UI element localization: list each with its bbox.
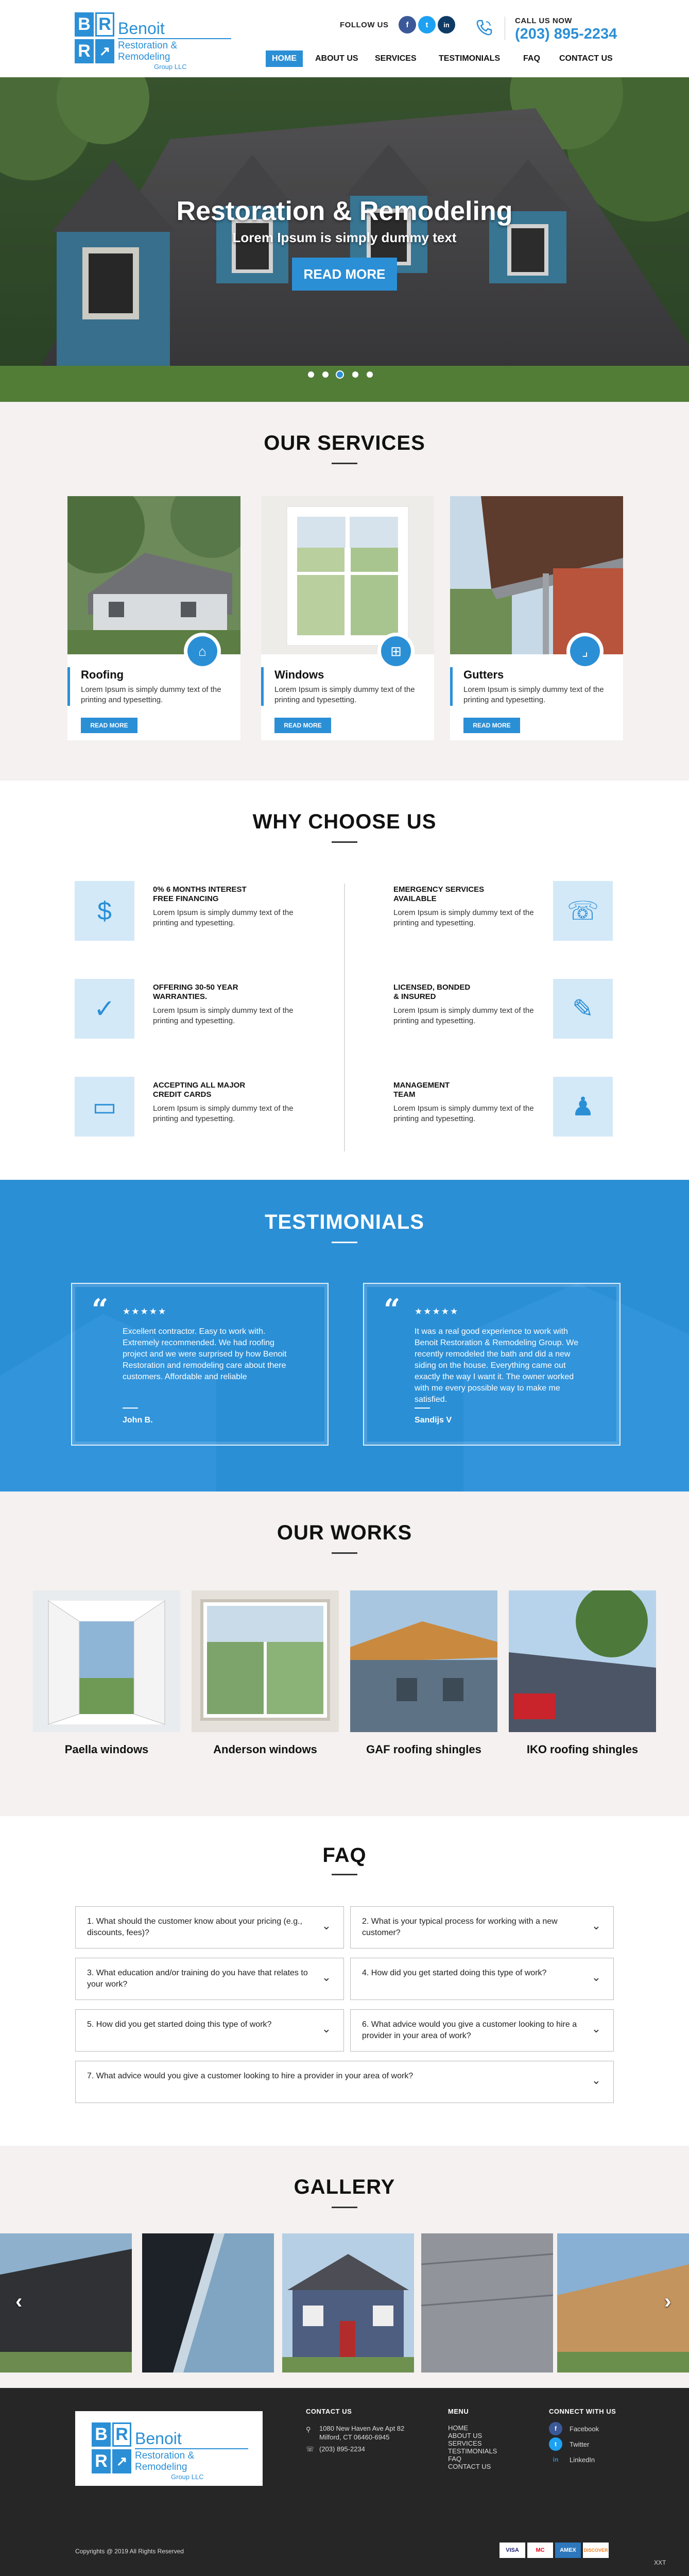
logo-text bbox=[118, 20, 231, 71]
logo-line2: Restoration & Remodeling bbox=[135, 2448, 248, 2473]
twitter-icon[interactable]: t bbox=[418, 16, 436, 33]
gallery-section bbox=[0, 2146, 689, 2388]
footer-menu-contact[interactable]: CONTACT US bbox=[448, 2463, 491, 2470]
faq-item[interactable] bbox=[350, 2009, 614, 2052]
work-label: IKO roofing shingles bbox=[526, 1743, 639, 1756]
linkedin-link[interactable]: LinkedIn bbox=[570, 2456, 595, 2464]
why-item-title: LICENSED, BONDED & INSURED bbox=[393, 983, 471, 1001]
windows-image bbox=[261, 496, 434, 654]
why-item-title: 0% 6 MONTHS INTEREST FREE FINANCING bbox=[153, 885, 247, 903]
twitter-link[interactable]: Twitter bbox=[570, 2441, 590, 2448]
service-accent-bar bbox=[261, 667, 264, 706]
testimonial-text: It was a real good experience to work with Benoit Restoration & Remodeling Group. We recently remodeled the bath and did a new siding on the house. Everything came out exactly the way I want it. The owner worked with me every possible way to make me satisfied. bbox=[415, 1327, 579, 1404]
service-card-roofing[interactable] bbox=[67, 496, 240, 740]
services-title-underline bbox=[332, 463, 357, 464]
footer-tag: XXT bbox=[654, 2559, 666, 2566]
team-icon: ♟ bbox=[553, 1077, 613, 1137]
service-text: Lorem Ipsum is simply dummy text of the printing and typesetting. bbox=[274, 685, 415, 704]
nav-contact[interactable]: CONTACT US bbox=[559, 54, 613, 63]
footer-menu-testimonials[interactable]: TESTIMONIALS bbox=[448, 2447, 497, 2455]
footer-phone[interactable]: (203) 895-2234 bbox=[319, 2445, 365, 2453]
twitter-icon[interactable]: t bbox=[549, 2437, 562, 2451]
work-image bbox=[509, 1590, 656, 1732]
faq-item[interactable] bbox=[350, 1906, 614, 1948]
testimonial-card bbox=[363, 1283, 621, 1446]
testimonial-card bbox=[71, 1283, 329, 1446]
rating-stars: ★★★★★ bbox=[415, 1307, 459, 1316]
facebook-icon[interactable]: f bbox=[549, 2422, 562, 2435]
logo-name: Benoit bbox=[118, 19, 165, 38]
chevron-down-icon[interactable]: ⌄ bbox=[591, 2074, 601, 2087]
slider-dot-3[interactable] bbox=[336, 370, 344, 379]
badge-icon: ✓ bbox=[75, 979, 134, 1039]
work-image bbox=[33, 1590, 180, 1732]
faq-item[interactable] bbox=[75, 1958, 344, 2000]
testimonial-author: Sandijs V bbox=[415, 1416, 452, 1425]
testimonial-divider bbox=[415, 1408, 430, 1409]
work-item[interactable] bbox=[509, 1590, 656, 1766]
service-read-more-button[interactable]: READ MORE bbox=[463, 718, 520, 733]
why-title-underline bbox=[332, 841, 357, 843]
footer-contact-heading: CONTACT US bbox=[306, 2408, 352, 2415]
slider-dot-2[interactable] bbox=[322, 371, 329, 378]
house-icon: ⌂ bbox=[187, 636, 217, 666]
gutter-icon: ⌟ bbox=[570, 636, 600, 666]
logo-line3: Group LLC bbox=[171, 2473, 204, 2481]
logo-line3: Group LLC bbox=[154, 63, 187, 71]
footer-connect-heading: CONNECT WITH US bbox=[549, 2408, 616, 2415]
logo-name: Benoit bbox=[135, 2429, 182, 2448]
logo-arrow-icon: ↗ bbox=[112, 2449, 131, 2473]
why-item-text: Lorem Ipsum is simply dummy text of the printing and typesetting. bbox=[393, 1006, 534, 1025]
hero-subtitle: Lorem Ipsum is simply dummy text bbox=[232, 230, 457, 245]
visa-icon: VISA bbox=[499, 2543, 525, 2558]
footer-menu-heading: MENU bbox=[448, 2408, 469, 2415]
why-item-text: Lorem Ipsum is simply dummy text of the printing and typesetting. bbox=[153, 1006, 294, 1025]
nav-home[interactable]: HOME bbox=[266, 50, 303, 67]
faq-section bbox=[0, 1816, 689, 2146]
footer-logo[interactable] bbox=[75, 2411, 263, 2486]
phone-number[interactable]: (203) 895-2234 bbox=[515, 26, 617, 42]
work-item[interactable] bbox=[33, 1590, 180, 1766]
service-text: Lorem Ipsum is simply dummy text of the printing and typesetting. bbox=[463, 685, 604, 704]
work-label: Anderson windows bbox=[213, 1743, 317, 1756]
money-hand-icon: $ bbox=[75, 881, 134, 941]
gallery-title: GALLERY bbox=[294, 2176, 395, 2198]
logo-arrow-icon: ↗ bbox=[95, 39, 114, 63]
testimonials-title-underline bbox=[332, 1242, 357, 1243]
amex-icon: AMEX bbox=[555, 2543, 581, 2558]
location-icon: ⚲ bbox=[306, 2426, 311, 2433]
hero-title: Restoration & Remodeling bbox=[176, 196, 513, 226]
service-text: Lorem Ipsum is simply dummy text of the printing and typesetting. bbox=[81, 685, 221, 704]
faq-question: 1. What should the customer know about your pricing (e.g., discounts, fees)? bbox=[87, 1917, 302, 1937]
faq-question: 2. What is your typical process for working with a new customer? bbox=[362, 1917, 558, 1937]
service-icon-wrap bbox=[566, 633, 604, 670]
follow-label: FOLLOW US bbox=[340, 21, 389, 29]
work-label: GAF roofing shingles bbox=[366, 1743, 481, 1756]
why-item bbox=[391, 1077, 628, 1139]
gallery-next-icon[interactable]: › bbox=[664, 2290, 671, 2313]
call-box bbox=[474, 13, 628, 44]
footer-menu-home[interactable]: HOME bbox=[448, 2424, 468, 2432]
linkedin-icon[interactable]: in bbox=[549, 2453, 562, 2466]
logo[interactable] bbox=[75, 12, 229, 71]
testimonials-title: TESTIMONIALS bbox=[265, 1211, 424, 1233]
site-footer bbox=[0, 2388, 689, 2576]
chevron-down-icon[interactable]: ⌄ bbox=[321, 1919, 331, 1932]
why-item-text: Lorem Ipsum is simply dummy text of the printing and typesetting. bbox=[153, 908, 294, 927]
gallery-image[interactable] bbox=[421, 2233, 553, 2372]
service-read-more-button[interactable]: READ MORE bbox=[81, 718, 137, 733]
gutters-image bbox=[450, 496, 623, 654]
chevron-down-icon[interactable]: ⌄ bbox=[321, 1971, 331, 1984]
nav-services[interactable]: SERVICES bbox=[375, 54, 417, 63]
footer-address: 1080 New Haven Ave Apt 82 Milford, CT 06460-6945 bbox=[319, 2425, 405, 2441]
slider-dot-5[interactable] bbox=[367, 371, 373, 378]
chevron-down-icon[interactable]: ⌄ bbox=[591, 2022, 601, 2035]
why-item-title: MANAGEMENT TEAM bbox=[393, 1081, 450, 1099]
service-accent-bar bbox=[450, 667, 453, 706]
facebook-icon[interactable]: f bbox=[399, 16, 416, 33]
service-read-more-button[interactable]: READ MORE bbox=[274, 718, 331, 733]
slider-dot-4[interactable] bbox=[352, 371, 358, 378]
services-section bbox=[0, 402, 689, 781]
nav-faq[interactable]: FAQ bbox=[523, 54, 540, 63]
works-title: OUR WORKS bbox=[277, 1521, 412, 1544]
service-title: Windows bbox=[274, 668, 324, 681]
works-section bbox=[0, 1492, 689, 1816]
testimonial-author: John B. bbox=[123, 1416, 153, 1425]
logo-line2: Restoration & Remodeling bbox=[118, 38, 231, 63]
footer-menu-services[interactable]: SERVICES bbox=[448, 2439, 482, 2447]
faq-title: FAQ bbox=[322, 1844, 367, 1867]
gallery-title-underline bbox=[332, 2207, 357, 2208]
logo-letter-r2: R bbox=[75, 39, 94, 63]
service-icon-wrap bbox=[184, 633, 221, 670]
footer-menu-faq[interactable]: FAQ bbox=[448, 2455, 462, 2463]
faq-item[interactable] bbox=[75, 1906, 344, 1948]
why-item bbox=[75, 1077, 312, 1139]
why-item bbox=[75, 881, 312, 943]
hero-slider bbox=[0, 77, 689, 402]
mastercard-icon: MC bbox=[527, 2543, 553, 2558]
why-divider bbox=[344, 884, 345, 1151]
gallery-image[interactable] bbox=[282, 2233, 414, 2372]
logo-letter-r: R bbox=[95, 12, 114, 37]
faq-item[interactable] bbox=[75, 2009, 344, 2052]
why-item-text: Lorem Ipsum is simply dummy text of the printing and typesetting. bbox=[393, 1104, 534, 1123]
service-title: Gutters bbox=[463, 668, 504, 681]
footer-menu-about[interactable]: ABOUT US bbox=[448, 2432, 483, 2439]
faq-question: 6. What advice would you give a customer looking to hire a provider in your area of work? bbox=[362, 2020, 577, 2040]
quote-icon: “ bbox=[384, 1293, 401, 1327]
nav-testimonials[interactable]: TESTIMONIALS bbox=[439, 54, 501, 63]
testimonials-section bbox=[0, 1180, 689, 1492]
document-icon: ✎ bbox=[553, 979, 613, 1039]
linkedin-icon[interactable]: in bbox=[438, 16, 455, 33]
why-item bbox=[391, 979, 628, 1041]
works-title-underline bbox=[332, 1552, 357, 1554]
service-card-gutters[interactable] bbox=[450, 496, 623, 740]
quote-icon: “ bbox=[92, 1293, 109, 1327]
why-item-title: EMERGENCY SERVICES AVAILABLE bbox=[393, 885, 485, 903]
work-item[interactable] bbox=[350, 1590, 497, 1766]
service-icon-wrap bbox=[377, 633, 415, 670]
why-item bbox=[75, 979, 312, 1041]
site-header bbox=[0, 0, 689, 77]
chevron-down-icon[interactable]: ⌄ bbox=[591, 1919, 601, 1932]
faq-title-underline bbox=[332, 1874, 357, 1875]
logo-letter-b: B bbox=[75, 12, 94, 37]
work-image bbox=[192, 1590, 339, 1732]
service-title: Roofing bbox=[81, 668, 124, 681]
faq-question: 7. What advice would you give a customer looking to hire a provider in your area of work? bbox=[87, 2072, 414, 2080]
faq-question: 3. What education and/or training do you have that relates to your work? bbox=[87, 1969, 308, 1989]
phone-icon: ☏ bbox=[553, 881, 613, 941]
why-choose-section bbox=[0, 781, 689, 1180]
faq-question: 5. How did you get started doing this type of work? bbox=[87, 2020, 272, 2029]
footer-logo-text bbox=[135, 2430, 248, 2481]
why-item bbox=[391, 881, 628, 943]
service-accent-bar bbox=[67, 667, 70, 706]
facebook-link[interactable]: Facebook bbox=[570, 2425, 599, 2433]
faq-item[interactable] bbox=[75, 2061, 614, 2103]
logo-letter-r2: R bbox=[92, 2449, 111, 2473]
testimonial-text: Excellent contractor. Easy to work with. Extremely recommended. We had roofing project and we were surprised by how Benoit Restoration and remodeling care about there customers. Affordable and reliable bbox=[123, 1327, 287, 1381]
work-image bbox=[350, 1590, 497, 1732]
why-item-text: Lorem Ipsum is simply dummy text of the printing and typesetting. bbox=[153, 1104, 294, 1123]
slider-dot-1[interactable] bbox=[308, 371, 314, 378]
logo-letter-r: R bbox=[112, 2422, 131, 2447]
chevron-down-icon[interactable]: ⌄ bbox=[591, 1971, 601, 1984]
roofing-image bbox=[67, 496, 240, 654]
discover-icon: DISCOVER bbox=[583, 2543, 609, 2558]
work-label: Paella windows bbox=[64, 1743, 149, 1756]
rating-stars: ★★★★★ bbox=[123, 1307, 167, 1316]
footer-menu bbox=[448, 2424, 497, 2470]
work-item[interactable] bbox=[192, 1590, 339, 1766]
phone-icon bbox=[474, 18, 494, 38]
phone-icon: ☏ bbox=[306, 2445, 315, 2453]
window-icon: ⊞ bbox=[381, 636, 411, 666]
services-title: OUR SERVICES bbox=[264, 432, 425, 454]
chevron-down-icon[interactable]: ⌄ bbox=[321, 2022, 331, 2035]
faq-question: 4. How did you get started doing this type of work? bbox=[362, 1969, 547, 1977]
copyright: Copyrights @ 2019 All Rights Reserved bbox=[75, 2548, 184, 2555]
logo-letter-b: B bbox=[92, 2422, 111, 2447]
call-label: CALL US NOW bbox=[515, 16, 573, 25]
why-title: WHY CHOOSE US bbox=[252, 810, 437, 833]
nav-about[interactable]: ABOUT US bbox=[315, 54, 358, 63]
why-item-title: OFFERING 30-50 YEAR WARRANTIES. bbox=[153, 983, 238, 1001]
credit-card-icon: ▭ bbox=[75, 1077, 134, 1137]
hero-read-more-button[interactable]: READ MORE bbox=[292, 258, 397, 291]
logo-mark bbox=[75, 12, 116, 64]
gallery-image[interactable] bbox=[142, 2233, 274, 2372]
why-item-title: ACCEPTING ALL MAJOR CREDIT CARDS bbox=[153, 1081, 246, 1099]
service-card-windows[interactable] bbox=[261, 496, 434, 740]
gallery-prev-icon[interactable]: ‹ bbox=[15, 2290, 23, 2313]
testimonial-divider bbox=[123, 1408, 138, 1409]
why-item-text: Lorem Ipsum is simply dummy text of the printing and typesetting. bbox=[393, 908, 534, 927]
faq-item[interactable] bbox=[350, 1958, 614, 2000]
